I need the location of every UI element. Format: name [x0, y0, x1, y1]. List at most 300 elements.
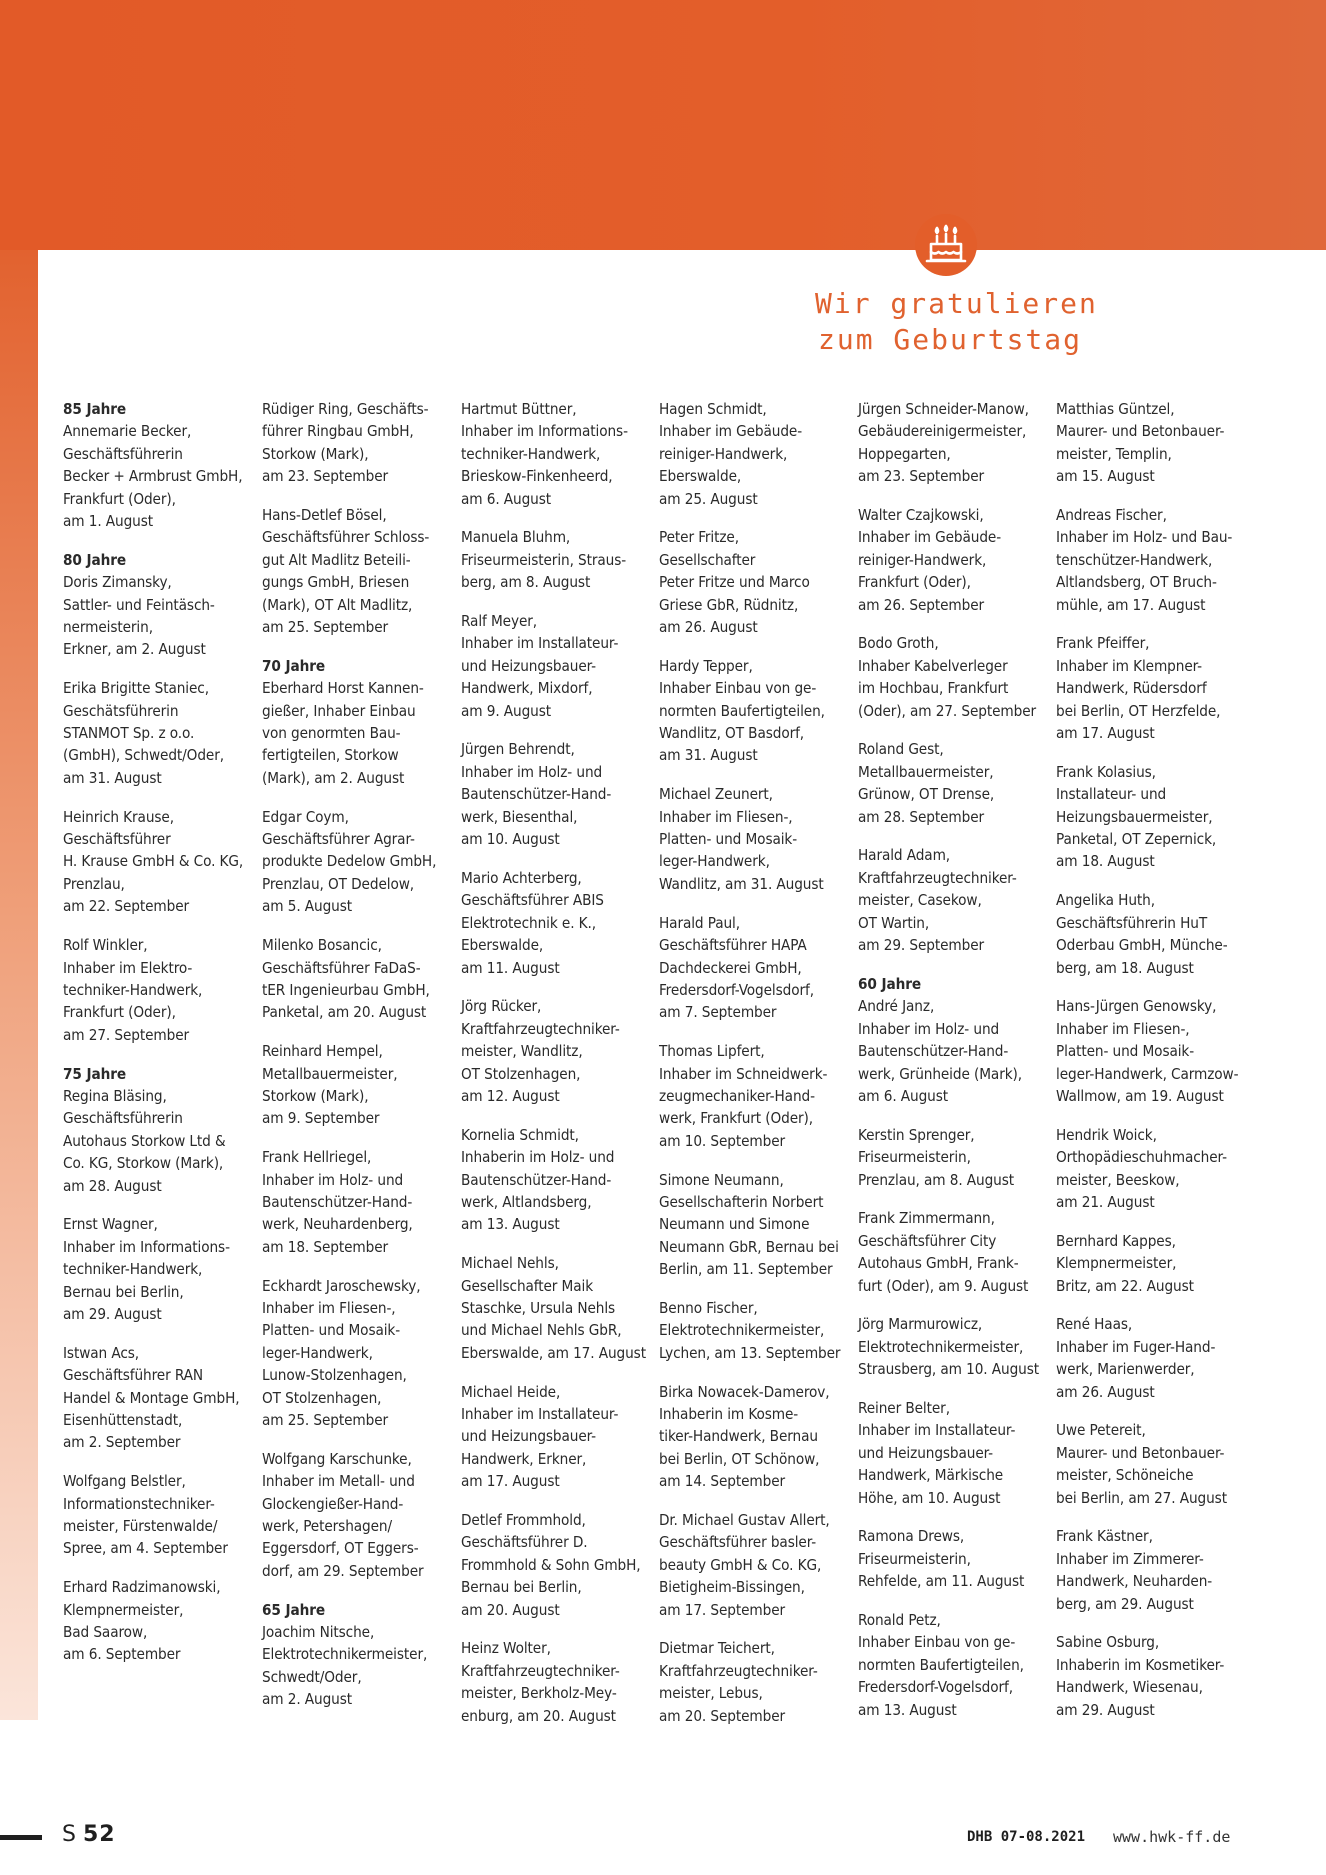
- entry-line: tiker-Handwerk, Bernau: [659, 1427, 818, 1446]
- entry-line: Geschäftsführerin HuT: [1056, 913, 1208, 932]
- entry-line: am 2. September: [63, 1433, 181, 1452]
- entry-line: Inhaber im Fliesen-,: [1056, 1019, 1190, 1038]
- entry-line: Inhaber im Fliesen-,: [262, 1298, 396, 1317]
- entry-line: meister, Templin,: [1056, 444, 1172, 463]
- entry-line: Geschäftsführer Agrar-: [262, 830, 415, 849]
- entry-line: Frankfurt (Oder),: [63, 489, 176, 508]
- entry-line: Bodo Groth,: [858, 634, 939, 653]
- entry-line: Heizungsbauermeister,: [1056, 807, 1213, 826]
- entry-line: Handwerk, Rüdersdorf: [1056, 679, 1207, 698]
- birthday-entry: [858, 844, 1050, 956]
- entry-line: meister, Lebus,: [659, 1684, 763, 1703]
- entry-line: am 27. September: [63, 1025, 190, 1044]
- entry-line: Brieskow-Finkenheerd,: [461, 467, 613, 486]
- entry-line: (Mark), OT Alt Madlitz,: [262, 595, 413, 614]
- entry-line: Metallbauermeister,: [262, 1064, 398, 1083]
- birthday-entry: [262, 1275, 454, 1432]
- entry-line: (Mark), am 2. August: [262, 768, 405, 787]
- entry-line: Eisenhüttenstadt,: [63, 1410, 183, 1429]
- entry-line: Reiner Belter,: [858, 1398, 950, 1417]
- birthday-entry: [262, 1448, 454, 1582]
- entry-line: Simone Neumann,: [659, 1170, 784, 1189]
- entry-line: gießer, Inhaber Einbau: [262, 701, 416, 720]
- entry-line: werk, Petershagen/: [262, 1517, 392, 1535]
- birthday-entry: [1056, 398, 1248, 488]
- entry-line: am 25. September: [262, 618, 389, 637]
- entry-line: Klempnermeister,: [63, 1600, 184, 1619]
- entry-line: am 17. August: [1056, 724, 1155, 743]
- entry-line: Inhaber im Elektro-: [63, 958, 193, 977]
- entry-line: Jürgen Behrendt,: [461, 740, 575, 759]
- entry-line: Inhaber im Klempner-: [1056, 656, 1203, 675]
- birthday-entry: [262, 1040, 454, 1130]
- entry-line: Autohaus Storkow Ltd &: [63, 1131, 226, 1150]
- entry-line: Michael Heide,: [461, 1382, 561, 1401]
- birthday-entry: [858, 1525, 1050, 1592]
- entry-line: Inhaber Kabelverleger: [858, 656, 1008, 675]
- entry-line: am 17. August: [461, 1472, 560, 1491]
- birthday-entry: [262, 806, 454, 918]
- entry-line: werk, Grünheide (Mark),: [858, 1064, 1022, 1083]
- entry-line: und Michael Nehls GbR,: [461, 1321, 622, 1340]
- entry-line: Handwerk, Erkner,: [461, 1449, 587, 1468]
- entry-line: am 26. August: [1056, 1382, 1155, 1401]
- birthday-entry: [262, 398, 454, 488]
- birthday-entry: [1056, 995, 1248, 1107]
- entry-line: am 6. September: [63, 1645, 181, 1664]
- entry-line: Geschäftsführer Schloss-: [262, 528, 430, 547]
- birthday-entry: [63, 1063, 255, 1197]
- entry-line: Thomas Lipfert,: [659, 1042, 765, 1061]
- birthday-entry: [63, 1470, 255, 1560]
- birthday-entry: [63, 677, 255, 789]
- entry-line: Istwan Acs,: [63, 1343, 139, 1362]
- birthday-entry: [461, 526, 653, 593]
- entry-line: Lychen, am 13. September: [659, 1343, 841, 1362]
- entry-line: Frank Pfeiffer,: [1056, 634, 1150, 653]
- entry-line: Frankfurt (Oder),: [858, 573, 971, 592]
- entry-line: Handwerk, Märkische: [858, 1466, 1004, 1485]
- birthday-entry: [659, 655, 851, 767]
- entry-line: tER Ingenieurbau GmbH,: [262, 980, 430, 999]
- entry-line: Dietmar Teichert,: [659, 1639, 775, 1658]
- entry-line: Mario Achterberg,: [461, 868, 582, 887]
- entry-line: am 18. September: [262, 1237, 389, 1256]
- entry-line: nermeisterin,: [63, 618, 153, 637]
- entry-line: am 29. August: [63, 1304, 162, 1323]
- entry-line: Hans-Jürgen Genowsky,: [1056, 997, 1217, 1016]
- birthday-entry: [659, 1169, 851, 1281]
- entry-line: Michael Zeunert,: [659, 785, 773, 804]
- entry-line: Inhaber Einbau von ge-: [659, 679, 817, 698]
- age-group-heading: 65 Jahre: [262, 1600, 326, 1619]
- entry-line: am 2. August: [262, 1690, 353, 1709]
- birthday-entry: [858, 973, 1050, 1107]
- entry-line: am 15. August: [1056, 467, 1155, 486]
- entry-line: reiniger-Handwerk,: [659, 444, 788, 463]
- entry-line: am 6. August: [461, 489, 552, 508]
- entry-line: Bernau bei Berlin,: [63, 1282, 184, 1301]
- entry-line: Wallmow, am 19. August: [1056, 1086, 1224, 1105]
- entry-line: Harald Paul,: [659, 913, 740, 932]
- entry-line: Geschäftsführer HAPA: [659, 936, 807, 955]
- entry-line: Andreas Fischer,: [1056, 506, 1167, 525]
- entry-line: Matthias Güntzel,: [1056, 400, 1175, 418]
- entry-line: werk, Frankfurt (Oder),: [659, 1109, 814, 1128]
- entry-line: Jörg Rücker,: [461, 997, 542, 1016]
- column-6: [1056, 398, 1248, 1737]
- birthday-entry: [461, 995, 653, 1107]
- entry-line: am 13. August: [858, 1700, 957, 1719]
- birthday-cake-icon: [915, 214, 977, 276]
- entry-line: beauty GmbH & Co. KG,: [659, 1555, 822, 1574]
- entry-line: Geschäftsführer D.: [461, 1533, 588, 1552]
- entry-line: am 29. September: [858, 936, 985, 955]
- entry-line: Detlef Frommhold,: [461, 1510, 586, 1529]
- birthday-entry: [262, 1599, 454, 1711]
- entry-line: Oderbau GmbH, Münche-: [1056, 936, 1228, 955]
- entry-line: Friseurmeisterin, Straus-: [461, 550, 627, 569]
- entry-line: Installateur- und: [1056, 785, 1167, 804]
- entry-line: Inhaber im Installateur-: [461, 1404, 619, 1423]
- entry-line: meister, Beeskow,: [1056, 1170, 1180, 1189]
- entry-line: Frommhold & Sohn GmbH,: [461, 1555, 641, 1574]
- entry-line: Neumann GbR, Bernau bei: [659, 1237, 839, 1256]
- entry-line: Sabine Osburg,: [1056, 1633, 1160, 1652]
- entry-line: Ronald Petz,: [858, 1610, 941, 1629]
- entry-line: am 28. September: [858, 807, 985, 826]
- entry-line: Panketal, am 20. August: [262, 1003, 427, 1022]
- entry-line: Jörg Marmurowicz,: [858, 1315, 983, 1334]
- entry-line: Eberswalde, am 17. August: [461, 1343, 646, 1362]
- entry-line: Wolfgang Belstler,: [63, 1472, 186, 1491]
- entry-line: Wolfgang Karschunke,: [262, 1449, 412, 1468]
- entry-line: techniker-Handwerk,: [63, 980, 203, 999]
- entry-line: Frank Hellriegel,: [262, 1148, 372, 1167]
- birthday-entry: [1056, 1419, 1248, 1509]
- entry-line: tenschützer-Handwerk,: [1056, 550, 1213, 569]
- entry-line: Geschätsführerin: [63, 701, 179, 720]
- entry-line: Geschäftsführer: [63, 830, 171, 849]
- entry-line: Kraftfahrzeugtechniker-: [858, 868, 1017, 887]
- entry-line: meister, Schöneiche: [1056, 1466, 1194, 1485]
- entry-line: Fredersdorf-Vogelsdorf,: [659, 980, 814, 999]
- entry-line: am 25. September: [262, 1410, 389, 1429]
- entry-line: Gesellschafter Maik: [461, 1276, 594, 1295]
- entry-line: Orthopädieschuhmacher-: [1056, 1148, 1227, 1167]
- entry-line: meister, Casekow,: [858, 891, 982, 910]
- entry-line: Inhaber im Holz- und: [262, 1170, 404, 1189]
- entry-line: am 31. August: [659, 746, 758, 765]
- page-number: [62, 1822, 116, 1847]
- entry-line: dorf, am 29. September: [262, 1561, 424, 1580]
- entry-line: werk, Neuhardenberg,: [262, 1215, 413, 1234]
- entry-line: Inhaber im Installateur-: [858, 1421, 1016, 1440]
- entry-line: Friseurmeisterin,: [858, 1549, 971, 1568]
- entry-line: Milenko Bosancic,: [262, 936, 382, 955]
- entry-line: OT Stolzenhagen,: [461, 1064, 581, 1083]
- entry-line: bei Berlin, am 27. August: [1056, 1488, 1227, 1507]
- birthday-entry: [858, 1207, 1050, 1297]
- birthday-entry: [1056, 761, 1248, 873]
- entry-line: Geschäftsführer City: [858, 1231, 997, 1250]
- entry-line: Altlandsberg, OT Bruch-: [1056, 573, 1217, 592]
- entry-line: Prenzlau, OT Dedelow,: [262, 874, 415, 893]
- entry-line: Bernhard Kappes,: [1056, 1231, 1176, 1250]
- entry-line: Inhaber im Schneidwerk-: [659, 1064, 828, 1083]
- entry-line: Handwerk, Wiesenau,: [1056, 1678, 1203, 1697]
- entry-line: leger-Handwerk, Carmzow-: [1056, 1064, 1239, 1083]
- entry-line: berg, am 29. August: [1056, 1594, 1194, 1613]
- entry-line: Eberswalde,: [659, 467, 742, 486]
- entry-line: Hardy Tepper,: [659, 656, 753, 675]
- page-prefix: S: [62, 1822, 76, 1847]
- entry-line: werk, Altlandsberg,: [461, 1192, 592, 1211]
- entry-line: Gesellschafter: [659, 550, 756, 569]
- birthday-entry: [1056, 1124, 1248, 1214]
- entry-line: Berlin, am 11. September: [659, 1260, 833, 1279]
- entry-line: normten Baufertigteilen,: [659, 701, 825, 720]
- entry-line: Kraftfahrzeugtechniker-: [659, 1661, 818, 1680]
- entry-line: am 12. August: [461, 1086, 560, 1105]
- entry-line: Staschke, Ursula Nehls: [461, 1298, 616, 1317]
- entry-line: Kraftfahrzeugtechniker-: [461, 1661, 620, 1680]
- birthday-entry: [659, 398, 851, 510]
- entry-line: Roland Gest,: [858, 740, 944, 759]
- birthday-entry: [461, 610, 653, 722]
- column-3: [461, 398, 653, 1743]
- entry-line: Birka Nowacek-Damerov,: [659, 1382, 830, 1401]
- birthday-entry: [659, 1381, 851, 1493]
- age-group-heading: 85 Jahre: [63, 400, 127, 418]
- entry-line: Inhaber im Holz- und: [858, 1019, 1000, 1038]
- entry-line: Informationstechniker-: [63, 1494, 215, 1513]
- birthday-entry: [1056, 632, 1248, 744]
- birthday-entry: [1056, 1313, 1248, 1403]
- birthday-entry: [63, 398, 255, 532]
- entry-line: am 11. August: [461, 958, 560, 977]
- entry-line: am 31. August: [63, 768, 162, 787]
- age-group-heading: 75 Jahre: [63, 1064, 127, 1083]
- column-1: [63, 398, 255, 1682]
- entry-line: Prenzlau,: [63, 874, 125, 893]
- entry-line: leger-Handwerk,: [262, 1343, 373, 1362]
- entry-line: Elektrotechnikermeister,: [262, 1645, 428, 1664]
- entry-line: fertigteilen, Storkow: [262, 746, 399, 765]
- entry-line: am 25. August: [659, 489, 758, 508]
- birthday-entry: [461, 1509, 653, 1621]
- birthday-entry: [262, 504, 454, 638]
- entry-line: Uwe Petereit,: [1056, 1421, 1146, 1440]
- birthday-entry: [63, 1342, 255, 1454]
- entry-line: bei Berlin, OT Schönow,: [659, 1449, 820, 1468]
- entry-line: Inhaber Einbau von ge-: [858, 1633, 1016, 1652]
- entry-line: gut Alt Madlitz Beteili-: [262, 550, 411, 569]
- entry-line: Inhaberin im Holz- und: [461, 1148, 615, 1167]
- entry-line: Klempnermeister,: [1056, 1254, 1177, 1273]
- birthday-entry: [858, 632, 1050, 722]
- entry-line: Bautenschützer-Hand-: [461, 785, 612, 804]
- entry-line: zeugmechaniker-Hand-: [659, 1086, 815, 1105]
- entry-line: Kraftfahrzeugtechniker-: [461, 1019, 620, 1038]
- entry-line: Bautenschützer-Hand-: [461, 1170, 612, 1189]
- birthday-entry: [461, 1124, 653, 1236]
- entry-line: Gebäudereinigermeister,: [858, 422, 1027, 441]
- birthday-entry: [1056, 1631, 1248, 1721]
- entry-line: Geschäftsführer RAN: [63, 1366, 203, 1385]
- entry-line: im Hochbau, Frankfurt: [858, 679, 1009, 698]
- entry-line: am 20. August: [461, 1600, 560, 1619]
- entry-line: Höhe, am 10. August: [858, 1488, 1001, 1507]
- birthday-entry: [659, 526, 851, 638]
- birthday-entry: [659, 783, 851, 895]
- entry-line: reiniger-Handwerk,: [858, 550, 987, 569]
- entry-line: Edgar Coym,: [262, 807, 349, 826]
- entry-line: René Haas,: [1056, 1315, 1133, 1334]
- entry-line: bei Berlin, OT Herzfelde,: [1056, 701, 1221, 720]
- birthday-entry: [63, 1576, 255, 1666]
- entry-line: Co. KG, Storkow (Mark),: [63, 1154, 224, 1173]
- entry-line: Panketal, OT Zepernick,: [1056, 830, 1217, 849]
- entry-line: Strausberg, am 10. August: [858, 1360, 1039, 1379]
- entry-line: Inhaberin im Kosme-: [659, 1404, 799, 1423]
- entry-line: Lunow-Stolzenhagen,: [262, 1366, 407, 1385]
- entry-line: Ramona Drews,: [858, 1527, 965, 1546]
- entry-line: am 9. August: [461, 701, 552, 720]
- entry-line: und Heizungsbauer-: [858, 1443, 994, 1462]
- entry-line: Kerstin Sprenger,: [858, 1125, 975, 1144]
- entry-line: Heinrich Krause,: [63, 807, 174, 826]
- entry-line: Storkow (Mark),: [262, 1086, 369, 1105]
- entry-line: Rehfelde, am 11. August: [858, 1572, 1025, 1591]
- birthday-entry: [858, 398, 1050, 488]
- entry-line: Fredersdorf-Vogelsdorf,: [858, 1678, 1013, 1697]
- entry-line: Geschäftsführerin: [63, 1109, 183, 1128]
- entry-line: Bautenschützer-Hand-: [262, 1192, 413, 1211]
- entry-line: Glockengießer-Hand-: [262, 1494, 404, 1513]
- issue-label: DHB 07-08.2021: [967, 1829, 1086, 1845]
- entry-line: Hoppegarten,: [858, 444, 951, 463]
- entry-line: produkte Dedelow GmbH,: [262, 852, 437, 871]
- entry-line: Platten- und Mosaik-: [659, 830, 798, 849]
- entry-line: Elektrotechnikermeister,: [659, 1321, 825, 1340]
- entry-line: Friseurmeisterin,: [858, 1148, 971, 1167]
- entry-line: am 10. September: [659, 1131, 786, 1150]
- entry-line: (Oder), am 27. September: [858, 701, 1037, 720]
- entry-line: Hagen Schmidt,: [659, 400, 767, 418]
- entry-line: Geschäftsführerin: [63, 444, 183, 463]
- entry-line: Inhaber im Installateur-: [461, 634, 619, 653]
- birthday-entry: [63, 1213, 255, 1325]
- entry-line: Wandlitz, am 31. August: [659, 874, 824, 893]
- entry-line: Inhaber im Holz- und: [461, 762, 603, 781]
- age-group-heading: 70 Jahre: [262, 656, 326, 675]
- entry-line: am 26. September: [858, 595, 985, 614]
- entry-line: Eberswalde,: [461, 936, 544, 955]
- column-2: [262, 398, 454, 1727]
- entry-line: Manuela Bluhm,: [461, 528, 571, 547]
- entry-line: Inhaber im Informations-: [461, 422, 628, 441]
- website-link[interactable]: www.hwk-ff.de: [1113, 1828, 1231, 1846]
- entry-line: Maurer- und Betonbauer-: [1056, 1443, 1225, 1462]
- entry-line: Sattler- und Feintäsch-: [63, 595, 215, 614]
- entry-line: am 7. September: [659, 1003, 777, 1022]
- entry-line: Gesellschafterin Norbert: [659, 1192, 824, 1211]
- entry-line: am 14. September: [659, 1472, 786, 1491]
- birthday-entry: [659, 1637, 851, 1727]
- entry-line: Hans-Detlef Bösel,: [262, 506, 387, 525]
- entry-line: Doris Zimansky,: [63, 573, 172, 592]
- entry-line: Rüdiger Ring, Geschäfts-: [262, 400, 429, 418]
- entry-line: am 21. August: [1056, 1192, 1155, 1211]
- entry-line: Michael Nehls,: [461, 1254, 559, 1273]
- entry-line: (GmbH), Schwedt/Oder,: [63, 746, 224, 765]
- entry-line: meister, Berkholz-Mey-: [461, 1684, 617, 1703]
- entry-line: Bietigheim-Bissingen,: [659, 1578, 805, 1597]
- entry-line: Handel & Montage GmbH,: [63, 1388, 240, 1407]
- entry-line: techniker-Handwerk,: [63, 1260, 203, 1279]
- entry-line: Platten- und Mosaik-: [262, 1321, 401, 1340]
- left-gradient-strip: [0, 250, 38, 1720]
- entry-line: am 5. August: [262, 897, 353, 916]
- entry-line: Inhaber im Holz- und Bau-: [1056, 528, 1233, 547]
- birthday-entry: [858, 1397, 1050, 1509]
- entry-line: am 9. September: [262, 1109, 380, 1128]
- orange-header-band: [0, 0, 1326, 250]
- entry-line: Bernau bei Berlin,: [461, 1578, 582, 1597]
- entry-line: H. Krause GmbH & Co. KG,: [63, 852, 244, 871]
- entry-line: Autohaus GmbH, Frank-: [858, 1254, 1019, 1273]
- entry-line: Bautenschützer-Hand-: [858, 1042, 1009, 1061]
- entry-line: Inhaber im Zimmerer-: [1056, 1549, 1204, 1568]
- title-line-2: zum Geburtstag: [818, 323, 1083, 356]
- entry-line: Erkner, am 2. August: [63, 640, 206, 659]
- column-4: [659, 398, 851, 1743]
- entry-line: Frankfurt (Oder),: [63, 1003, 176, 1022]
- entry-line: Platten- und Mosaik-: [1056, 1042, 1195, 1061]
- birthday-entry: [262, 934, 454, 1024]
- entry-line: leger-Handwerk,: [659, 852, 770, 871]
- entry-line: werk, Marienwerder,: [1056, 1360, 1195, 1379]
- entry-line: Joachim Nitsche,: [262, 1623, 375, 1642]
- entry-line: von genormten Bau-: [262, 724, 401, 743]
- birthday-entry: [461, 398, 653, 510]
- birthday-entry: [1056, 504, 1248, 616]
- entry-line: Prenzlau, am 8. August: [858, 1170, 1015, 1189]
- birthday-entry: [659, 1040, 851, 1152]
- entry-line: Handwerk, Mixdorf,: [461, 679, 593, 698]
- entry-line: Geschäftsführer FaDaS-: [262, 958, 421, 977]
- entry-line: Frank Zimmermann,: [858, 1209, 995, 1228]
- entry-line: Eckhardt Jaroschewsky,: [262, 1276, 421, 1295]
- entry-line: am 13. August: [461, 1215, 560, 1234]
- entry-line: OT Wartin,: [858, 913, 930, 932]
- entry-line: Heinz Wolter,: [461, 1639, 551, 1658]
- entry-line: Inhaber im Fuger-Hand-: [1056, 1337, 1216, 1356]
- entry-line: Geschäftsführer basler-: [659, 1533, 817, 1552]
- entry-line: Ernst Wagner,: [63, 1215, 158, 1234]
- entry-line: berg, am 8. August: [461, 573, 591, 592]
- age-group-heading: 80 Jahre: [63, 550, 127, 569]
- birthday-entry: [63, 549, 255, 661]
- entry-line: am 6. August: [858, 1086, 949, 1105]
- entry-line: am 10. August: [461, 830, 560, 849]
- entry-line: normten Baufertigteilen,: [858, 1655, 1024, 1674]
- entry-line: Dr. Michael Gustav Allert,: [659, 1510, 830, 1529]
- entry-line: furt (Oder), am 9. August: [858, 1276, 1029, 1295]
- entry-line: Britz, am 22. August: [1056, 1276, 1194, 1295]
- birthday-entry: [262, 1146, 454, 1258]
